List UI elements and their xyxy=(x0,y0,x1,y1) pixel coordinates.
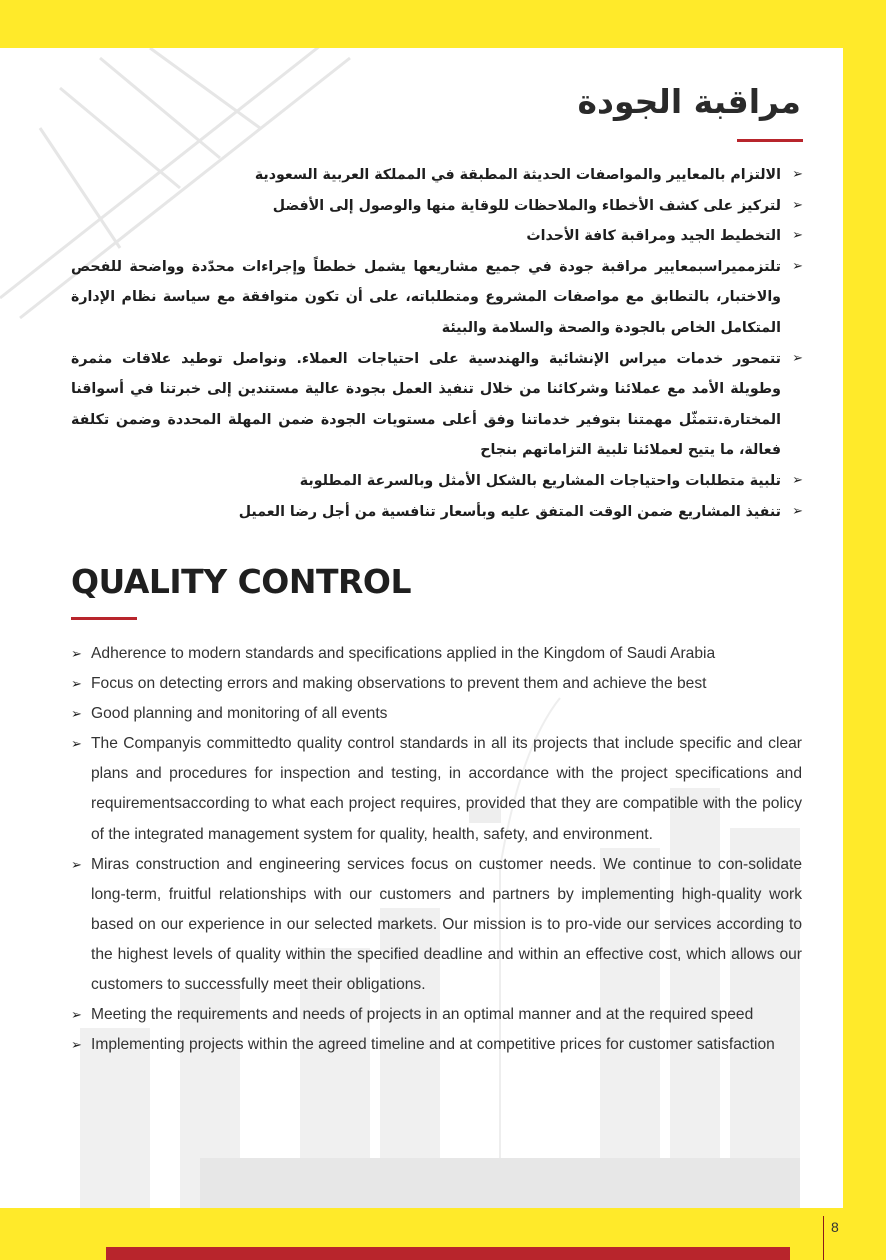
english-title-underline xyxy=(71,617,137,620)
arrowhead-bullet-icon: ➢ xyxy=(792,472,803,488)
page-number: 8 xyxy=(831,1219,839,1235)
list-item: ➢ التخطيط الجيد ومراقبة كافة الأحداث xyxy=(71,221,803,252)
list-item: ➢ الالتزام بالمعايير والمواصفات الحديثة المطبقة في المملكة العربية السعودية xyxy=(71,160,803,191)
page-panel xyxy=(0,48,843,1208)
list-item: ➢ Miras construction and engineering services focus on customer needs. We continue to con-solidate long-term, fruitful relationships with our customers and partners by implementing high-quality work based on our experience in our selected markets. Our mission is to pro-vide our services according to the highest levels of quality within the specified deadline and within an effective cost, which allows our customers to successfully meet their obligations. xyxy=(71,850,802,1000)
arrowhead-bullet-icon: ➢ xyxy=(71,856,82,872)
footer-accent-bar xyxy=(106,1247,790,1260)
arrowhead-bullet-icon: ➢ xyxy=(71,706,82,722)
arrowhead-bullet-icon: ➢ xyxy=(71,736,82,752)
arrowhead-bullet-icon: ➢ xyxy=(792,350,803,366)
arrowhead-bullet-icon: ➢ xyxy=(71,1037,82,1053)
list-item: ➢ Focus on detecting errors and making observations to prevent them and achieve the best xyxy=(71,669,802,699)
list-item: ➢ The Companyis committedto quality control standards in all its projects that include specific and clear plans and procedures for inspection and testing, in accordance with the project specifications and requirementsaccording to what each project requires, provided that they are compatible with the policy of the integrated management system for quality, health, safety, and environment. xyxy=(71,729,802,849)
arabic-title-underline xyxy=(737,139,803,142)
content-area xyxy=(0,48,843,1208)
arrowhead-bullet-icon: ➢ xyxy=(71,646,82,661)
list-item: ➢ Adherence to modern standards and specifications applied in the Kingdom of Saudi Arabia xyxy=(71,639,802,669)
list-item: ➢ تلتزمميراسبمعايير مراقبة جودة في جميع مشاريعها يشمل خططاً وإجراءات محدّدة وواضحة للفحص والاختبار، بالتطابق مع مواصفات المشروع ومتطلباته، على أن تكون متوافقة مع سياسة نظام الإدارة المتكامل الخاص بالجودة والصحة والسلامة والبيئة xyxy=(71,252,803,344)
arrowhead-bullet-icon: ➢ xyxy=(792,197,803,213)
arabic-section-title: مراقبة الجودة xyxy=(577,82,801,121)
arrowhead-bullet-icon: ➢ xyxy=(71,1007,82,1023)
list-item: ➢ Implementing projects within the agreed timeline and at competitive prices for customer satisfaction xyxy=(71,1030,802,1060)
arrowhead-bullet-icon: ➢ xyxy=(792,228,803,244)
arrowhead-bullet-icon: ➢ xyxy=(792,503,803,519)
english-section-title: QUALITY CONTROL xyxy=(71,562,411,601)
arrowhead-bullet-icon: ➢ xyxy=(71,676,82,692)
arrowhead-bullet-icon: ➢ xyxy=(792,167,803,182)
list-item: ➢ تلبية متطلبات واحتياجات المشاريع بالشكل الأمثل وبالسرعة المطلوبة xyxy=(71,466,803,497)
list-item: ➢ تتمحور خدمات ميراس الإنشائية والهندسية على احتياجات العملاء. ونواصل توطيد علاقات مثمرة وطويلة الأمد مع عملائنا وشركائنا من خلال تنفيذ العمل بجودة عالية مستندين إلى خبرتنا في أسواقنا المختارة.تتمثّل مهمتنا بتوفير خدماتنا وفق أعلى مستويات الجودة ضمن المهلة المحددة وضمن تكلفة فعالة، ما يتيح لعملائنا تلبية التزاماتهم بنجاح xyxy=(71,344,803,466)
english-bullet-list xyxy=(71,639,802,1060)
list-item: ➢ Good planning and monitoring of all events xyxy=(71,699,802,729)
arabic-bullet-list xyxy=(71,160,803,527)
list-item: ➢ Meeting the requirements and needs of projects in an optimal manner and at the required speed xyxy=(71,1000,802,1030)
list-item: ➢ تنفيذ المشاريع ضمن الوقت المتفق عليه وبأسعار تنافسية من أجل رضا العميل xyxy=(71,497,803,528)
arrowhead-bullet-icon: ➢ xyxy=(792,258,803,274)
page-number-divider xyxy=(823,1216,824,1260)
list-item: ➢ لتركيز على كشف الأخطاء والملاحظات للوقاية منها والوصول إلى الأفضل xyxy=(71,191,803,222)
